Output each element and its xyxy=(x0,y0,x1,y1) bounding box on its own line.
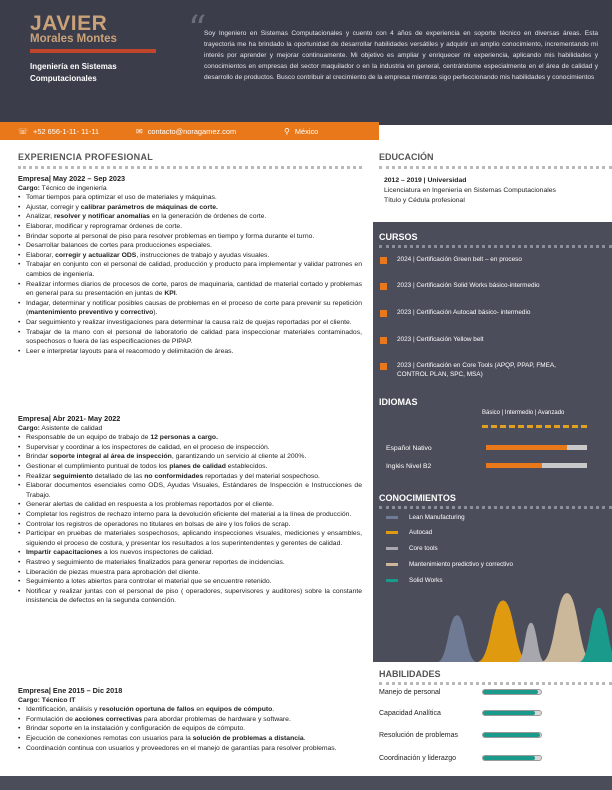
skill-bar xyxy=(482,732,542,738)
course-item: 2024 | Certificación Green belt – en proceso xyxy=(380,255,522,264)
experience-title: EXPERIENCIA PROFESIONAL xyxy=(18,152,154,162)
footer-strip xyxy=(0,776,612,790)
duty-item: • Indagar, determinar y notificar posibles causas de problemas en el proceso de corte para prevenir su repetición (mantenimiento preventivo y correctivo). xyxy=(18,299,362,318)
contact-bar xyxy=(0,122,379,140)
duty-item: • Impartir capacitaciones a los nuevos inspectores de calidad. xyxy=(18,548,362,558)
skill-name: Coordinación y liderazgo xyxy=(379,755,457,762)
last-name: Morales Montes xyxy=(30,33,117,45)
duty-item: • Leer e interpretar layouts para el reacomodo y delimitación de áreas. xyxy=(18,347,362,357)
education-degree: Licenciatura en Ingeniería en Sistemas Computacionales xyxy=(384,187,556,194)
duty-item: • Tomar tiempos para optimizar el uso de materiales y máquinas. xyxy=(18,193,362,203)
knowledge-color-key xyxy=(386,516,398,519)
duty-item: • Elaborar, modificar y reprogramar órdenes de corte. xyxy=(18,222,362,232)
job-position: Cargo: Técnico de ingeniería xyxy=(18,184,107,192)
location-text: México xyxy=(294,126,319,136)
job-header: Empresa| Ene 2015 – Dic 2018 xyxy=(18,686,123,695)
duty-item: • Elaborar documentos esenciales como ODS, Ayudas Visuales, Estándares de Inspección e Instrucciones de Trabajo. xyxy=(18,481,362,500)
course-bullet-icon xyxy=(380,310,387,317)
duty-item: • Notificar y realizar juntas con el personal de piso ( operadores, supervisores y auditores) sobre la constante insistencia de defectos en la segunda contención. xyxy=(18,587,362,606)
language-levels-legend: Básico | Intermedio | Avanzado xyxy=(482,410,565,416)
contact-location xyxy=(284,127,318,136)
duty-item: • Generar alertas de calidad en respuesta a los problemas reportados por el cliente. xyxy=(18,500,362,510)
language-bar xyxy=(486,445,587,450)
knowledge-title: CONOCIMIENTOS xyxy=(379,493,456,503)
duty-item: • Responsable de un equipo de trabajo de 12 personas a cargo. xyxy=(18,433,362,443)
job-2 xyxy=(18,414,362,606)
language-name: Inglés Nivel B2 xyxy=(386,463,432,470)
language-name: Español Nativo xyxy=(386,445,432,452)
duty-item: • Controlar los registros de operadores no titulares en bolsas de aire y los folios de scrap. xyxy=(18,520,362,530)
course-item: 2023 | Certificación Yellow belt xyxy=(380,335,484,344)
job-3 xyxy=(18,686,362,753)
education-divider xyxy=(379,166,612,169)
education-entry xyxy=(384,176,556,206)
duty-item: • Realizar informes diarios de procesos de corte, paros de maquinaria, cantidad de material cortado y problemas en general para su presentación en juntas de KPI. xyxy=(18,280,362,299)
skill-bar xyxy=(482,755,542,761)
contact-phone[interactable] xyxy=(18,127,99,136)
knowledge-item: Core tools xyxy=(386,545,438,552)
duty-item: • Brindar soporte al personal de piso para resolver problemas en tiempo y forma durante el turno. xyxy=(18,232,362,242)
job-duties xyxy=(18,193,362,356)
duty-item: • Ejecución de conexiones remotas con usuarios para la solución de problemas a distancia. xyxy=(18,734,362,744)
skill-name: Manejo de personal xyxy=(379,689,441,696)
language-scale xyxy=(482,425,588,428)
duty-item: • Dar seguimiento y realizar investigaciones para determinar la causa raíz de quejas reportadas por el cliente. xyxy=(18,318,362,328)
knowledge-peak xyxy=(437,615,477,662)
education-period: 2012 – 2019 | Universidad xyxy=(384,177,467,184)
languages-title: IDIOMAS xyxy=(379,397,418,407)
duty-item: • Formulación de acciones correctivas para abordar problemas de hardware y software. xyxy=(18,715,362,725)
education-title: EDUCACIÓN xyxy=(379,152,434,162)
job-duties xyxy=(18,705,362,753)
phone-text: +52 656-1-11- 11-11 xyxy=(33,126,99,136)
duty-item: • Realizar seguimiento detallado de las no conformidades reportadas y del material sospechoso. xyxy=(18,472,362,482)
name-underline xyxy=(30,49,156,53)
courses-title: CURSOS xyxy=(379,232,418,242)
course-item: 2023 | Certificación Solid Works básico-intermedio xyxy=(380,281,540,290)
skill-bar-fill xyxy=(483,733,540,737)
job-header: Empresa| Abr 2021- May 2022 xyxy=(18,414,121,423)
job-position: Cargo: Técnico IT xyxy=(18,696,76,704)
duty-item: • Ajustar, corregir y calibrar parámetros de máquinas de corte. xyxy=(18,203,362,213)
knowledge-color-key xyxy=(386,547,398,550)
knowledge-peaks-graphic xyxy=(373,580,612,662)
job-position: Cargo: Asistente de calidad xyxy=(18,424,103,432)
duty-item: • Brindar soporte en la instalación y configuración de equipos de cómputo. xyxy=(18,724,362,734)
job-1 xyxy=(18,174,362,356)
knowledge-item: Mantenimiento predictivo y correctivo xyxy=(386,561,513,568)
language-bar-fill xyxy=(486,463,542,468)
knowledge-peak xyxy=(541,593,593,662)
job-header: Empresa| May 2022 – Sep 2023 xyxy=(18,174,126,183)
skill-name: Resolución de problemas xyxy=(379,732,458,739)
skill-name: Capacidad Analítica xyxy=(379,710,441,717)
knowledge-item: Autocad xyxy=(386,529,432,536)
duty-item: • Elaborar, corregir y actualizar ODS, instrucciones de trabajo y ayudas visuales. xyxy=(18,251,362,261)
skill-bar-fill xyxy=(483,756,535,760)
course-item: 2023 | Certificación Autocad básico- intermedio xyxy=(380,308,530,317)
skill-bar xyxy=(482,689,542,695)
course-bullet-icon xyxy=(380,363,387,370)
course-bullet-icon xyxy=(380,283,387,290)
duty-item: • Analizar, resolver y notificar anomalías en la generación de órdenes de corte. xyxy=(18,212,362,222)
course-item: 2023 | Certificación en Core Tools (APQP, PPAP, FMEA, CONTROL PLAN, SPC, MSA) xyxy=(380,361,600,379)
knowledge-item: Lean Manufacturing xyxy=(386,514,465,521)
quote-icon: “ xyxy=(188,9,207,50)
role-title: Ingeniería en Sistemas Computacionales xyxy=(30,62,117,83)
job-duties xyxy=(18,433,362,606)
duty-item: • Supervisar y coordinar a los inspectores de calidad, en el proceso de inspección. xyxy=(18,443,362,453)
duty-item: • Rastreo y seguimiento de materiales finalizados para generar reportes de incidencias. xyxy=(18,558,362,568)
knowledge-color-key xyxy=(386,531,398,534)
phone-icon: ☏ xyxy=(18,126,29,136)
language-bar xyxy=(486,463,587,468)
duty-item: • Brindar soporte integral al área de inspección, garantizando un servicio al cliente al 200%. xyxy=(18,452,362,462)
profile-summary: Soy Ingeniero en Sistemas Computacionales y cuento con 4 años de experiencia en soporte técnico en diversas áreas. Esta trayectoria me ha brindado la oportunidad de desarrollar habilidades versátiles y adquirir un amplio conocimiento, incrementando mi interés por aprender y mejorar continuamente. Mi objetivo es ampliar y enriquecer mi experiencia, aplicando mis habilidades y conocimientos en empresas del sector maquilador o en la industria en general, centrándome especialmente en el área de calidad y desarrollo de productos. Busco contribuir al crecimiento de la empresa mientras sigo perfeccionando mis habilidades y conocimientos xyxy=(204,30,598,81)
envelope-icon: ✉ xyxy=(136,126,143,136)
duty-item: • Identificación, análisis y resolución oportuna de fallos en equipos de cómputo. xyxy=(18,705,362,715)
skills-title: HABILIDADES xyxy=(379,669,441,679)
experience-divider xyxy=(18,166,362,169)
contact-email[interactable] xyxy=(136,127,236,136)
knowledge-item: Solid Works xyxy=(386,577,442,584)
duty-item: • Trabajar en conjunto con el personal de calidad, producción y producto para implementar y validar patrones en cambios de ingeniería. xyxy=(18,260,362,279)
skill-bar-fill xyxy=(483,690,538,694)
first-name: JAVIER xyxy=(30,12,108,35)
course-bullet-icon xyxy=(380,257,387,264)
knowledge-peak xyxy=(477,601,529,663)
education-extra: Título y Cédula profesional xyxy=(384,197,465,204)
language-bar-fill xyxy=(486,445,567,450)
duty-item: • Seguimiento a lotes abiertos para controlar el material que se encuentre retenido. xyxy=(18,577,362,587)
skills-divider xyxy=(379,682,612,685)
map-pin-icon: ⚲ xyxy=(284,126,290,136)
duty-item: • Desarrollar balances de cortes para producciones especiales. xyxy=(18,241,362,251)
email-text: contacto@noragamez.com xyxy=(147,126,237,136)
duty-item: • Coordinación continua con usuarios y proveedores en el manejo de garantías para resolver problemas. xyxy=(18,744,362,754)
skill-bar xyxy=(482,710,542,716)
skill-bar-fill xyxy=(483,711,535,715)
duty-item: • Trabajar de la mano con el personal de laboratorio de calidad para inspeccionar materiales contaminados, sospechosos o fuera de las especificaciones de PIPAP. xyxy=(18,328,362,347)
knowledge-divider xyxy=(379,506,612,509)
duty-item: • Liberación de piezas muestra para aprobación del cliente. xyxy=(18,568,362,578)
course-bullet-icon xyxy=(380,337,387,344)
duty-item: • Participar en pruebas de materiales sospechosos, aplicando inspecciones visuales, mediciones y ensambles, siguiendo el proceso de costura, y presentar los resultados a los superintendentes y gerentes de calidad. xyxy=(18,529,362,548)
courses-divider xyxy=(379,245,612,248)
duty-item: • Completar los registros de rechazo interno para la devolución eficiente del material a la línea de producción. xyxy=(18,510,362,520)
knowledge-color-key xyxy=(386,563,398,566)
duty-item: • Gestionar el cumplimiento puntual de todos los planes de calidad establecidos. xyxy=(18,462,362,472)
